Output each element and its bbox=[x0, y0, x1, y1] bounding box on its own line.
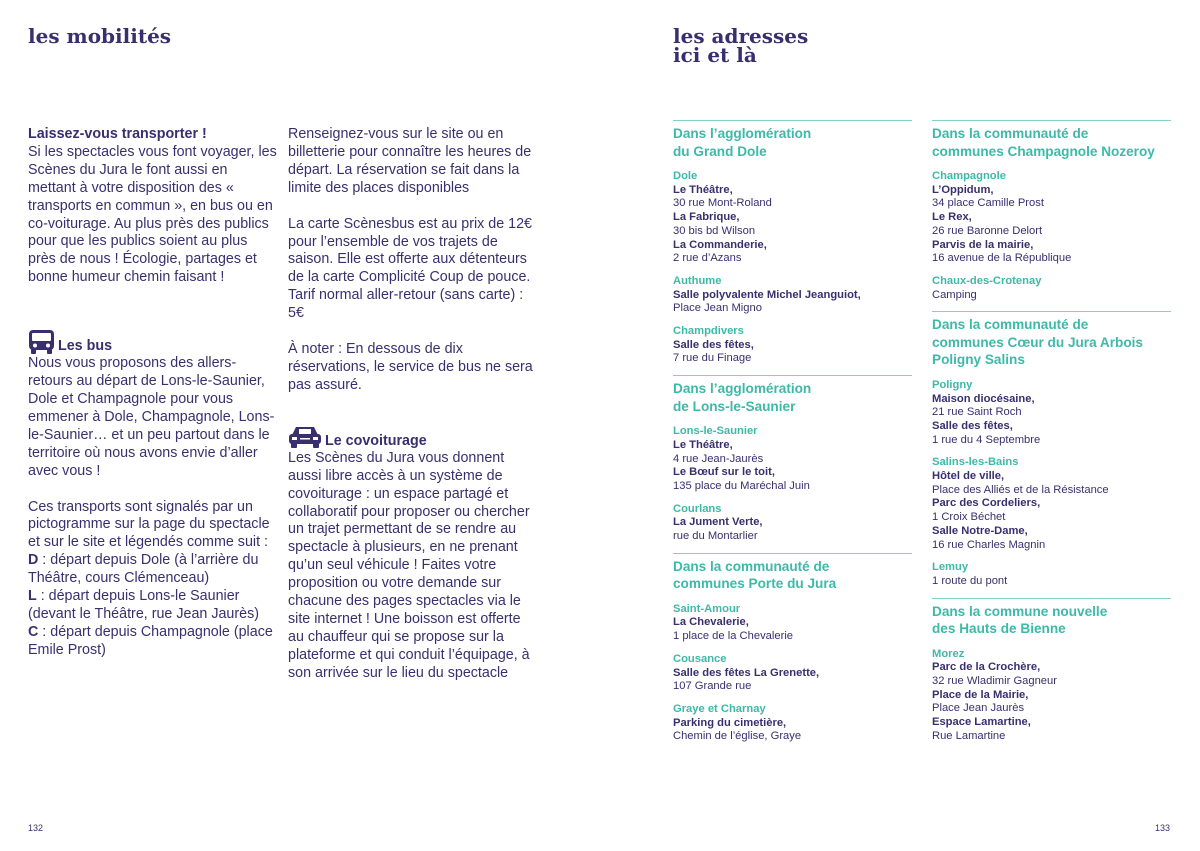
venue-address: 107 Grande rue bbox=[673, 680, 752, 693]
bus-heading: Les bus bbox=[58, 338, 113, 355]
legend-item-d: D : départ depuis Dole (à l’arrière du Théâtre, cours Clémenceau) bbox=[28, 552, 259, 587]
venue-address: 4 rue Jean-Jaurès bbox=[673, 452, 764, 465]
venue-address: Place Jean Migno bbox=[673, 302, 762, 315]
mobility-column-2 bbox=[288, 126, 538, 683]
town-block bbox=[932, 561, 1171, 588]
title-line-2: ici et là bbox=[673, 43, 757, 67]
town-name: Courlans bbox=[673, 502, 722, 515]
town-block bbox=[932, 170, 1171, 266]
address-section bbox=[932, 598, 1171, 744]
venue-name: Parvis de la mairie, bbox=[932, 238, 1034, 251]
carpool-heading-row bbox=[288, 423, 538, 450]
venue-name: La Fabrique, bbox=[673, 211, 740, 224]
town-block bbox=[673, 703, 912, 744]
section-title: Dans l’agglomération de Lons-le-Saunier bbox=[673, 381, 812, 414]
venue-address: 1 place de la Chevalerie bbox=[673, 630, 794, 643]
venue-address: 2 rue d’Azans bbox=[673, 252, 742, 265]
venue-address: 26 rue Baronne Delort bbox=[932, 224, 1043, 237]
town-block bbox=[932, 275, 1171, 302]
legend-item-l: L : départ depuis Lons-le Saunier (devant le Théâtre, rue Jean Jaurès) bbox=[28, 588, 259, 622]
venue-address: 7 rue du Finage bbox=[673, 352, 752, 365]
venue-address: Rue Lamartine bbox=[932, 729, 1006, 742]
addresses-column-right bbox=[932, 120, 1171, 753]
venue-address: Chemin de l’église, Graye bbox=[673, 730, 802, 743]
town-name: Champdivers bbox=[673, 325, 744, 338]
venue-address: 32 rue Wladimir Gagneur bbox=[932, 675, 1057, 688]
venue-address: 135 place du Maréchal Juin bbox=[673, 479, 810, 492]
venue-name: Salle polyvalente Michel Jeanguiot, bbox=[673, 288, 861, 301]
town-block bbox=[673, 275, 912, 316]
bus-heading-row bbox=[28, 328, 278, 355]
town-block bbox=[932, 456, 1171, 552]
address-section bbox=[673, 120, 912, 366]
left-page-title: les mobilités bbox=[28, 24, 172, 48]
car-icon bbox=[288, 423, 322, 450]
page-number-right: 133 bbox=[1155, 823, 1171, 833]
legend-item-c: C : départ depuis Champagnole (place Emile Prost) bbox=[28, 623, 273, 658]
town-name: Morez bbox=[932, 647, 965, 660]
addresses-column-left bbox=[673, 120, 912, 753]
town-name: Salins-les-Bains bbox=[932, 456, 1019, 469]
town-name: Chaux-des-Crotenay bbox=[932, 274, 1042, 287]
venue-address: 1 route du pont bbox=[932, 574, 1008, 587]
venue-name: Salle Notre-Dame, bbox=[932, 524, 1028, 537]
venue-name: Salle des fêtes, bbox=[932, 419, 1013, 432]
info-text: Renseignez-vous sur le site ou en billetterie pour connaître les heures de départ. La réservation se fait dans la limite des places disponibles bbox=[288, 126, 532, 196]
section-title: Dans la communauté de communes Champagnole Nozeroy bbox=[932, 126, 1155, 159]
town-block bbox=[673, 503, 912, 544]
venue-name: L’Oppidum, bbox=[932, 183, 994, 196]
venue-name: Le Théâtre, bbox=[673, 183, 733, 196]
town-block bbox=[673, 653, 912, 694]
town-name: Lemuy bbox=[932, 561, 969, 574]
address-section bbox=[673, 553, 912, 744]
venue-address: 30 rue Mont-Roland bbox=[673, 197, 772, 210]
address-section bbox=[932, 120, 1171, 302]
venue-address: rue du Montarlier bbox=[673, 530, 758, 543]
carpool-heading: Le covoiturage bbox=[325, 432, 427, 449]
title-line-1: les adresses bbox=[673, 24, 809, 48]
venue-name: Maison diocésaine, bbox=[932, 392, 1035, 405]
venue-name: La Chevalerie, bbox=[673, 616, 749, 629]
venue-name: Place de la Mairie, bbox=[932, 688, 1029, 701]
address-section bbox=[932, 311, 1171, 588]
venue-address: Camping bbox=[932, 288, 977, 301]
venue-address: 16 avenue de la République bbox=[932, 252, 1072, 265]
carpool-text: Les Scènes du Jura vous donnent aussi libre accès à un système de covoiturage : un espace partagé et collaboratif pour proposer ou chercher un trajet permettant de se rendre au spectacle à plusieurs, en ne prenant qu’un seul véhicule ! Faites votre proposition ou votre demande sur chacune des pages spectacles via le site internet ! Une boisson est offerte au chauffeur qui se propose sur la plateforme et qui conduit l’équipage, à son arrivée sur le lieu du spectacle bbox=[288, 449, 530, 681]
bus-text: Nous vous proposons des allers-retours au départ de Lons-le-Saunier, Dole et Champagnole pour vous emmener à Dole, Champagnole, Lons-le-Saunier… et un peu partout dans le territoire où nous avons envie d’aller avec vous ! bbox=[28, 355, 275, 479]
town-name: Dole bbox=[673, 170, 698, 182]
town-name: Authume bbox=[673, 274, 722, 287]
section-title: Dans la communauté de communes Porte du Jura bbox=[673, 558, 837, 592]
town-block bbox=[932, 648, 1171, 744]
section-title: Dans la commune nouvelle des Hauts de Bienne bbox=[932, 603, 1108, 637]
venue-address: 21 rue Saint Roch bbox=[932, 406, 1022, 419]
venue-address: Place Jean Jaurès bbox=[932, 702, 1025, 715]
town-name: Champagnole bbox=[932, 170, 1006, 182]
town-block bbox=[932, 379, 1171, 448]
page-number-left: 132 bbox=[28, 823, 44, 833]
venue-address: 30 bis bd Wilson bbox=[673, 224, 756, 237]
venue-address: 34 place Camille Prost bbox=[932, 197, 1044, 210]
venue-address: 1 Croix Béchet bbox=[932, 511, 1006, 524]
town-block bbox=[673, 425, 912, 494]
section-title: Dans la communauté de communes Cœur du Jura Arbois Poligny Salins bbox=[932, 317, 1143, 368]
town-name: Poligny bbox=[932, 378, 973, 391]
venue-name: Hôtel de ville, bbox=[932, 470, 1005, 483]
bus-icon bbox=[28, 328, 55, 355]
venue-name: Parking du cimetière, bbox=[673, 716, 787, 729]
town-name: Graye et Charnay bbox=[673, 702, 766, 715]
venue-name: Parc de la Crochère, bbox=[932, 661, 1041, 674]
venue-name: Le Bœuf sur le toit, bbox=[673, 466, 775, 479]
mobility-column-1 bbox=[28, 126, 278, 660]
town-name: Saint-Amour bbox=[673, 602, 741, 615]
venue-address: Place des Alliés et de la Résistance bbox=[932, 483, 1109, 496]
venue-name: Espace Lamartine, bbox=[932, 716, 1031, 729]
venue-name: Parc des Cordeliers, bbox=[932, 497, 1041, 510]
intro-text: Si les spectacles vous font voyager, les Scènes du Jura le font aussi en mettant à votre disposition des « transports en commun », en bus ou en co-voiturage. Au plus près des publics pour que les publics soient au plus près de nous ! Écologie, partages et bonne humeur chemin faisant ! bbox=[28, 143, 277, 286]
note-text: À noter : En dessous de dix réservations, le service de bus ne sera pas assuré. bbox=[288, 341, 533, 393]
right-page-title bbox=[673, 24, 809, 67]
card-text: La carte Scènesbus est au prix de 12€ pour l’ensemble de vos trajets de saison. Elle est offerte aux détenteurs de la carte Complicité Coup de pouce. bbox=[288, 215, 532, 286]
intro-heading: Laissez-vous transporter ! bbox=[28, 126, 207, 142]
venue-address: 1 rue du 4 Septembre bbox=[932, 433, 1041, 446]
venue-name: Salle des fêtes, bbox=[673, 338, 754, 351]
town-name: Lons-le-Saunier bbox=[673, 425, 758, 438]
town-name: Cousance bbox=[673, 652, 727, 665]
venue-name: Salle des fêtes La Grenette, bbox=[673, 666, 820, 679]
venue-name: Le Théâtre, bbox=[673, 438, 733, 451]
venue-address: 16 rue Charles Magnin bbox=[932, 538, 1046, 551]
venue-name: La Jument Verte, bbox=[673, 516, 763, 529]
address-section bbox=[673, 375, 912, 544]
venue-name: Le Rex, bbox=[932, 211, 972, 224]
fare-text: Tarif normal aller-retour (sans carte) : 5€ bbox=[288, 287, 524, 322]
venue-name: La Commanderie, bbox=[673, 238, 767, 251]
signs-text: Ces transports sont signalés par un pictogramme sur la page du spectacle et sur le site et légendés comme suit : bbox=[28, 498, 270, 551]
town-block bbox=[673, 170, 912, 266]
section-title: Dans l’agglomération du Grand Dole bbox=[673, 126, 812, 159]
town-block bbox=[673, 603, 912, 644]
town-block bbox=[673, 325, 912, 366]
